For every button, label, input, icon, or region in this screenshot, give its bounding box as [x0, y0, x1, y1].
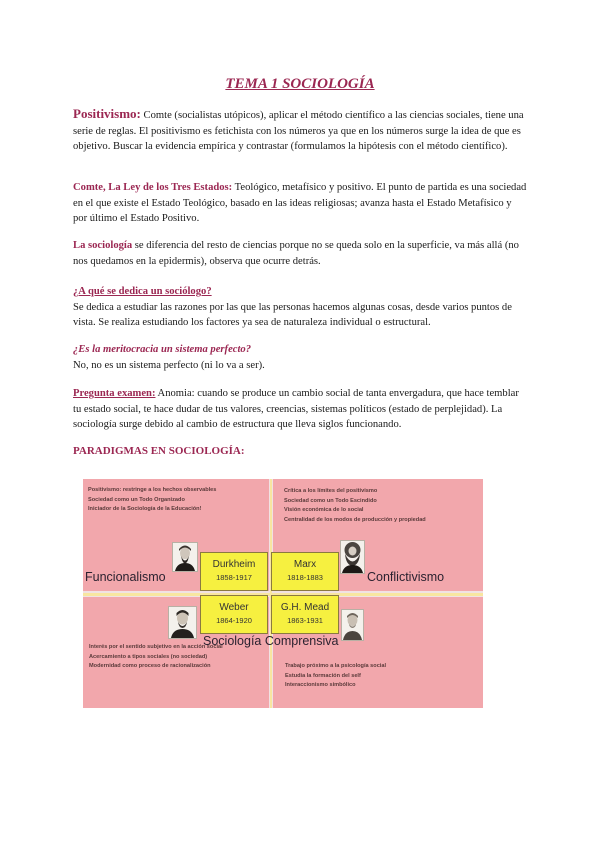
paragraph-positivismo: [73, 106, 528, 155]
section-heading: PARADIGMAS EN SOCIOLOGÍA:: [73, 445, 245, 457]
note-line: Sociedad como un Todo Organizado: [88, 496, 185, 503]
question-meritocracia: ¿Es la meritocracia un sistema perfecto?: [73, 344, 252, 355]
author-years: 1858-1917: [216, 573, 252, 582]
keyword-pregunta-examen: Pregunta examen:: [73, 388, 156, 399]
author-years: 1863-1931: [287, 616, 323, 625]
author-years: 1864-1920: [216, 616, 252, 625]
note-line: Sociedad como un Todo Escindido: [284, 497, 377, 504]
note-line: Estudia la formación del self: [285, 672, 361, 679]
author-name: Weber: [219, 602, 249, 613]
label-sociologia-comprensiva: Sociología Comprensiva: [203, 634, 339, 648]
mead-portrait: [341, 609, 364, 641]
paragraph-text: Comte (socialistas utópicos), aplicar el método científico a las ciencias sociales, tiene una serie de reglas. El positivismo es fetichista con los números ya que en los números surge la idea de que es objetivo. Buscar la evidencia empírica y contrastar (formulamos la hipótesis con el método científico).: [73, 110, 524, 152]
note-line: Visión económica de lo social: [284, 507, 364, 513]
keyword-tres-estados: Comte, La Ley de los Tres Estados:: [73, 182, 233, 193]
marx-portrait: [340, 540, 365, 574]
paragraph-sociologo: [73, 284, 528, 331]
note-line: Centralidad de los modos de producción y propiedad: [284, 516, 426, 523]
author-name: G.H. Mead: [280, 602, 330, 613]
note-line: Trabajo próximo a la psicología social: [285, 663, 387, 669]
paragraph-pregunta-examen: [73, 386, 528, 433]
note-line: Modernidad como proceso de racionalización: [89, 663, 211, 669]
note-line: Interaccionismo simbólico: [285, 682, 356, 688]
paragraph-meritocracia: [73, 342, 528, 373]
paradigms-diagram: [83, 479, 483, 708]
author-years: 1818-1883: [287, 573, 323, 582]
paragraph-sociologia: [73, 238, 528, 269]
comprensiva-mead-notes: [285, 662, 386, 691]
conflictivismo-notes: [284, 487, 426, 525]
note-line: Crítica a los límites del positivismo: [284, 488, 378, 494]
note-line: Positivismo: restringe a los hechos observables: [88, 487, 217, 493]
paragraph-text: se diferencia del resto de ciencias porque no se queda solo en la superficie, va más allá (no nos quedamos en la epidermis), observa que ocurre detrás.: [73, 240, 519, 267]
author-name: Durkheim: [212, 559, 256, 570]
author-box-mead: [271, 595, 339, 634]
label-conflictivismo: Conflictivismo: [367, 570, 445, 584]
author-box-durkheim: [200, 552, 268, 591]
page-title: TEMA 1 SOCIOLOGÍA: [225, 76, 375, 92]
note-line: Iniciador de la Sociología de la Educación!: [88, 506, 202, 512]
keyword-positivismo: Positivismo:: [73, 106, 141, 121]
keyword-sociologia: La sociología: [73, 240, 133, 251]
paragraph-text: Teológico, metafísico y positivo. El punto de partida es una sociedad en el que existe el Estado Teológico, basado en las ideas religiosas; avanza hasta el Estado Metafísico y por último el Estado Positivo.: [73, 182, 527, 224]
paragraph-text: Anomia: cuando se produce un cambio social de tanta envergadura, que hace temblar tu estado social, te hace dudar de tus valores, creencias, sistemas políticos (estado de perplejidad). La sociología surge debido al cambio de estructura que lleva siglos funcionando.: [73, 388, 519, 430]
funcionalismo-notes: [88, 486, 216, 515]
question-sociologo: ¿A qué se dedica un sociólogo?: [73, 286, 212, 297]
author-box-marx: [271, 552, 339, 591]
author-box-weber: [200, 595, 268, 634]
note-line: Acercamiento a tipos sociales (no sociedad): [89, 653, 208, 660]
paragraph-text: Se dedica a estudiar las razones por las que las personas hacemos algunas cosas, desde varios puntos de vista. Se realiza estudiando los factores ya sea de naturaleza individual o estructural.: [73, 301, 512, 328]
author-name: Marx: [293, 559, 317, 570]
label-funcionalismo: Funcionalismo: [85, 570, 166, 584]
weber-portrait: [168, 606, 197, 639]
durkheim-portrait: [172, 542, 198, 572]
paragraph-text: No, no es un sistema perfecto (ni lo va a ser).: [73, 359, 265, 371]
note-line: Interés por el sentido subjetivo en la acción social: [89, 644, 223, 650]
paragraph-tres-estados: [73, 180, 528, 227]
